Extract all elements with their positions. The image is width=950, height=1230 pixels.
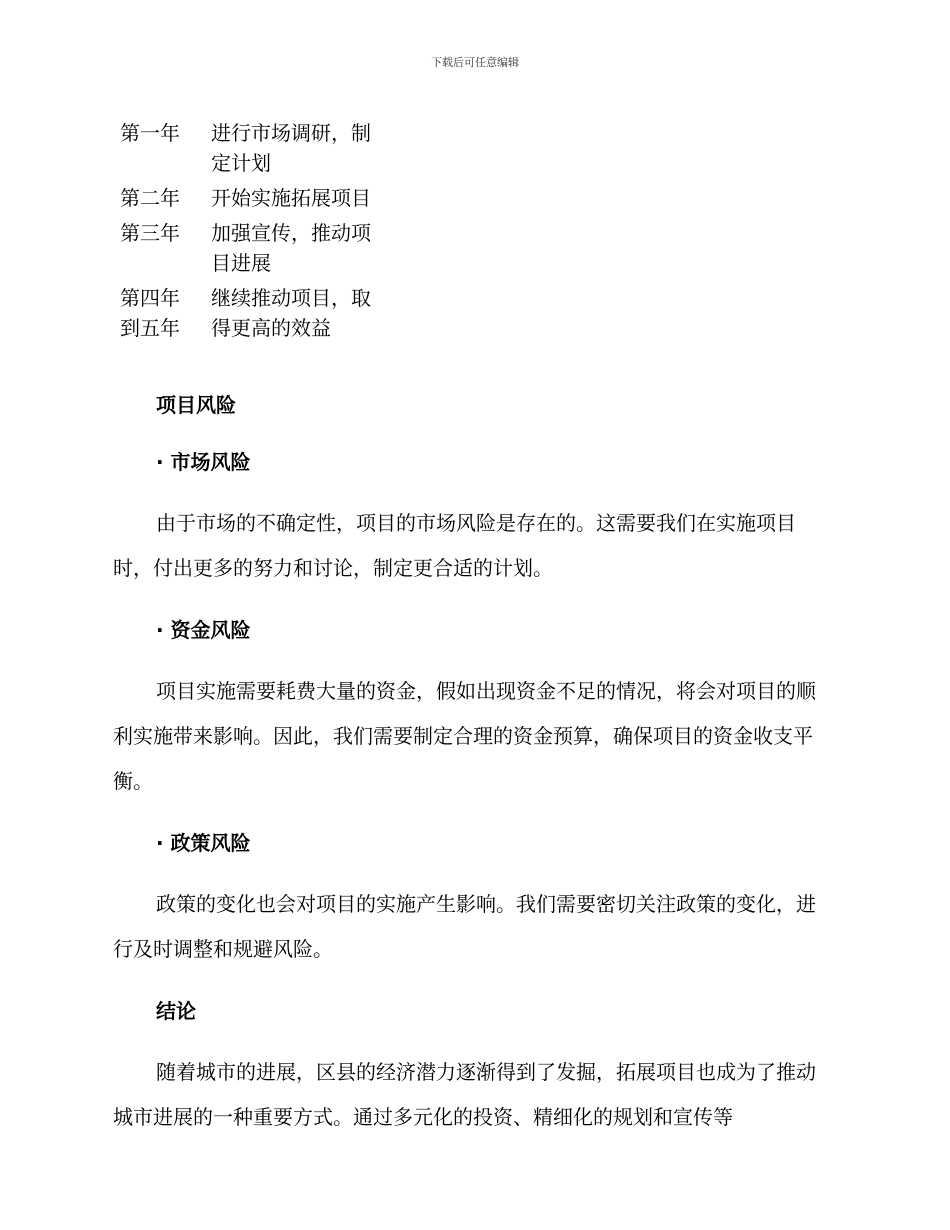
schedule-desc: 进行市场调研，制定计划 [211, 121, 371, 175]
schedule-row [120, 183, 371, 213]
schedule-row [120, 118, 371, 178]
paragraph-funding-risk: 项目实施需要耗费大量的资金，假如出现资金不足的情况，将会对项目的顺利实施带来影响。因此，我们需要制定合理的资金预算，确保项目的资金收支平衡。 [113, 679, 816, 793]
section-heading-conclusion: 结论 [156, 999, 196, 1023]
paragraph-conclusion: 随着城市的进展，区县的经济潜力逐渐得到了发掘，拓展项目也成为了推动城市进展的一种重要方式。通过多元化的投资、精细化的规划和宣传等 [113, 1060, 816, 1129]
section-heading-risks: 项目风险 [156, 393, 236, 417]
schedule-desc: 开始实施拓展项目 [211, 186, 371, 210]
schedule-year: 第一年 [120, 121, 180, 145]
document-body [113, 390, 833, 1140]
schedule-year: 第四年到五年 [120, 286, 180, 340]
subheading-funding-risk: · 资金风险 [156, 618, 251, 642]
paragraph-market-risk: 由于市场的不确定性，项目的市场风险是存在的。这需要我们在实施项目时，付出更多的努力和讨论，制定更合适的计划。 [113, 511, 796, 580]
subheading-market-risk: · 市场风险 [156, 450, 251, 474]
subheading-policy-risk: · 政策风险 [156, 831, 251, 855]
schedule-desc: 继续推动项目，取得更高的效益 [211, 286, 371, 340]
schedule-row [120, 218, 371, 278]
schedule-year: 第二年 [120, 186, 180, 210]
paragraph-policy-risk: 政策的变化也会对项目的实施产生影响。我们需要密切关注政策的变化，进行及时调整和规避风险。 [113, 892, 816, 961]
schedule-row [120, 283, 371, 343]
header-note: 下载后可任意编辑 [431, 56, 519, 69]
schedule-desc: 加强宣传，推动项目进展 [211, 221, 371, 275]
schedule-table [120, 118, 371, 348]
schedule-year: 第三年 [120, 221, 180, 245]
